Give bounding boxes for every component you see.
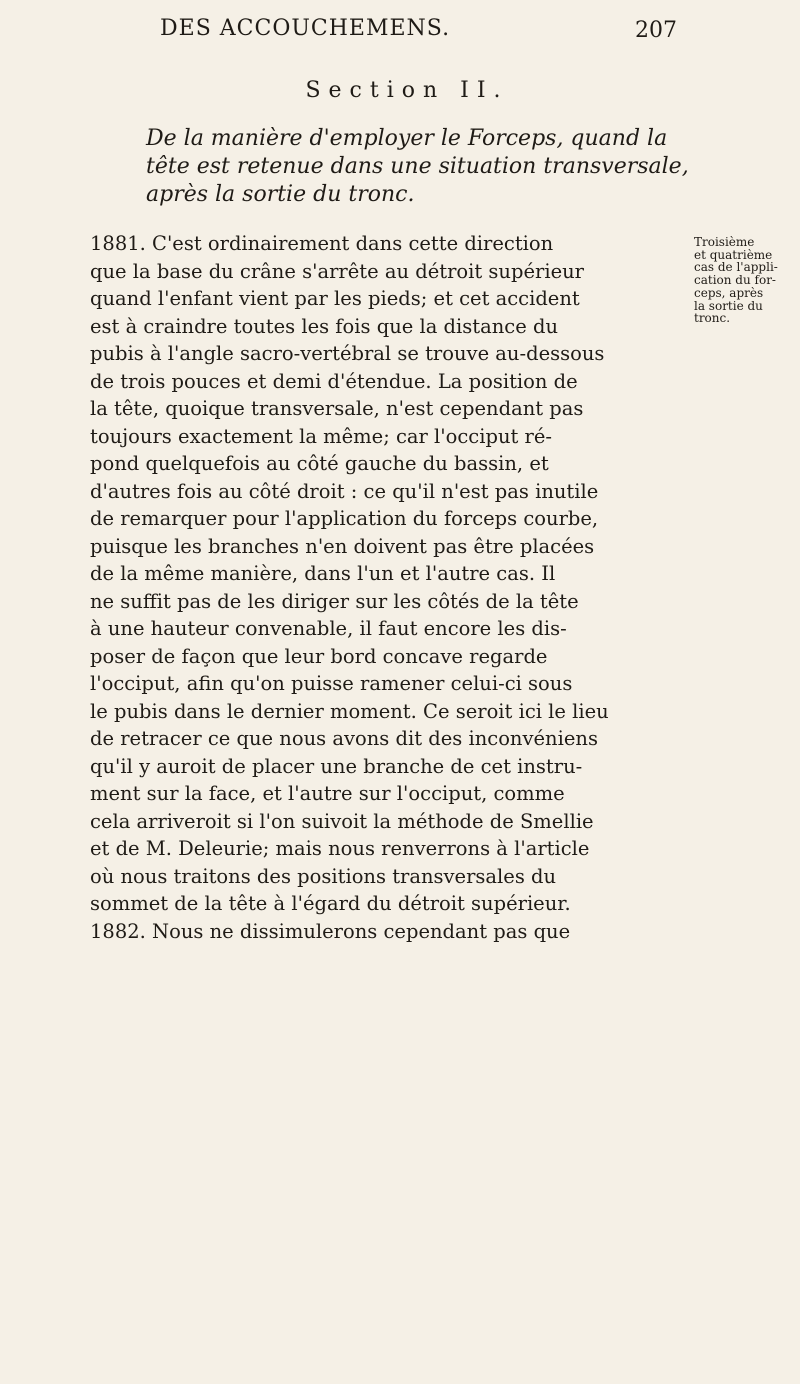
margin-note-line: la sortie du bbox=[694, 298, 763, 313]
margin-note-line: ceps, après bbox=[694, 285, 764, 300]
body-line: à une hauteur convenable, il faut encore les dis- bbox=[90, 617, 567, 640]
body-line: l'occiput, afin qu'on puisse ramener celui-ci sous bbox=[90, 672, 573, 695]
body-line: la tête, quoique transversale, n'est cependant pas bbox=[90, 397, 584, 420]
body-line: de retracer ce que nous avons dit des inconvéniens bbox=[90, 727, 598, 750]
margin-note-line: cas de l'appli- bbox=[694, 260, 778, 275]
margin-note-line: tronc. bbox=[694, 311, 731, 326]
body-line: poser de façon que leur bord concave regarde bbox=[90, 644, 548, 668]
body-line: puisque les branches n'en doivent pas être placées bbox=[90, 534, 595, 558]
body-line: pond quelquefois au côté gauche du bassin, et bbox=[90, 452, 549, 475]
section-subtitle bbox=[146, 125, 689, 209]
subtitle-line: après la sortie du tronc. bbox=[146, 182, 415, 207]
running-head: DES ACCOUCHEMENS. bbox=[160, 16, 451, 41]
margin-note-line: et quatrième bbox=[694, 247, 773, 262]
body-line: le pubis dans le dernier moment. Ce seroit ici le lieu bbox=[90, 699, 609, 723]
body-line: quand l'enfant vient par les pieds; et cet accident bbox=[90, 287, 580, 310]
body-line: de remarquer pour l'application du forceps courbe, bbox=[90, 507, 599, 530]
body-line: pubis à l'angle sacro-vertébral se trouve au-dessous bbox=[90, 342, 605, 365]
body-line: 1881. C'est ordinairement dans cette direction bbox=[90, 232, 554, 255]
body-line: cela arriveroit si l'on suivoit la méthode de Smellie bbox=[90, 809, 594, 833]
margin-note bbox=[694, 236, 798, 325]
body-line: que la base du crâne s'arrête au détroit supérieur bbox=[90, 259, 584, 283]
page-number: 207 bbox=[635, 18, 677, 43]
body-line: de trois pouces et demi d'étendue. La position de bbox=[90, 369, 578, 393]
subtitle-line: tête est retenue dans une situation transversale, bbox=[146, 154, 689, 179]
subtitle-line: De la manière d'employer le Forceps, quand la bbox=[146, 126, 668, 151]
body-line: est à craindre toutes les fois que la distance du bbox=[90, 314, 558, 338]
body-line: et de M. Deleurie; mais nous renverrons à l'article bbox=[90, 837, 590, 860]
body-line: où nous traitons des positions transversales du bbox=[90, 864, 557, 888]
body-line: ne suffit pas de les diriger sur les côtés de la tête bbox=[90, 589, 579, 613]
section-title: Section II. bbox=[305, 78, 509, 103]
body-line: sommet de la tête à l'égard du détroit supérieur. bbox=[90, 892, 571, 915]
body-line: d'autres fois au côté droit : ce qu'il n'est pas inutile bbox=[90, 479, 599, 503]
body-text bbox=[90, 230, 615, 945]
margin-note-line: cation du for- bbox=[694, 273, 776, 288]
body-line: ment sur la face, et l'autre sur l'occiput, comme bbox=[90, 782, 565, 805]
body-line: toujours exactement la même; car l'occiput ré- bbox=[90, 424, 552, 448]
body-line: 1882. Nous ne dissimulerons cependant pas que bbox=[90, 919, 571, 943]
body-line: qu'il y auroit de placer une branche de cet instru- bbox=[90, 754, 583, 778]
body-line: de la même manière, dans l'un et l'autre cas. Il bbox=[90, 562, 556, 585]
margin-note-line: Troisième bbox=[694, 235, 755, 249]
